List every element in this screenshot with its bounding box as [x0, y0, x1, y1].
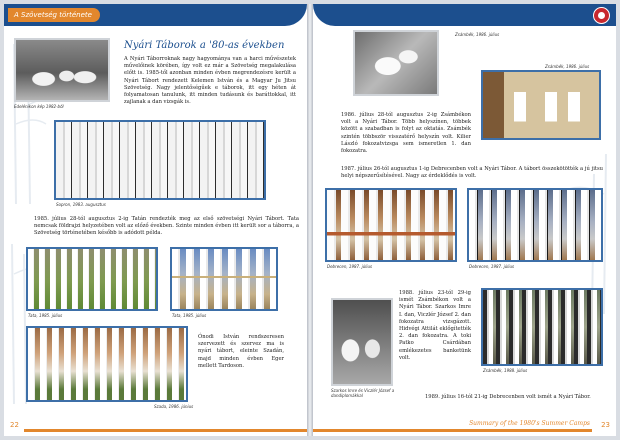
footer — [313, 420, 616, 436]
photo-image — [28, 249, 156, 309]
photo-image — [483, 72, 599, 138]
intro-paragraph: A Nyári Táborroknak nagy hagyománya van a harci művészetek művelőinek körében, így volt ez már a Szövetség megalakulása előtt is. 1985-től azonban minden évben megrendezésre került a Nyári Tábort rendezett Kelemen István és a Magyar Ju Jitsu Szövetség. Nagy jelentőségűek e táborok, itt egy héten át folyamatosan tanulunk, itt minden tudásunk és baráttokkal, itt zajlanak a dan vizsgák is. — [124, 56, 296, 106]
photo-zsambek-2 — [481, 70, 601, 140]
header-bar — [4, 4, 307, 26]
page-title: Nyári Táborok a '80-as években — [124, 40, 285, 51]
paragraph-1989: 1989. július 16-tól 21-ig Debrecenben volt ismét a Nyári Tábor. — [425, 394, 591, 400]
caption-tata-1: Tata, 1985. július — [28, 313, 63, 318]
caption-zsambek-2: Zsámbék, 1986. július — [545, 64, 590, 69]
photo-image — [483, 290, 601, 364]
caption-debrecen-2: Debrecen, 1987. július — [469, 264, 515, 269]
paragraph-1986: 1986. július 28-tól augusztus 2-ig Zsámbékon volt a Nyári Tábor. Több helyszínen, többek között a szabadban is folyt az oktatás. Zsámbék szintén többször visszatérő helyszín volt. Kilier László fokozatvizsga sem ismeretlen 1. dan fokozatra. — [341, 112, 471, 155]
paragraph-1988: 1988. július 23-tól 29-ig ismét Zsámbékon volt a Nyári Tábor. Szarkos Imre I. dan, Viczlér József 2. dan fokozatra vizsgázott. Hidvégi Attilát eklőgítették 2. dan fokozatra. A toki Patko Csárdában emlékezetes banketünk volt. — [399, 290, 471, 361]
photo-debrecen-1 — [325, 188, 457, 262]
page-number: 23 — [601, 421, 610, 429]
paragraph-1987: 1987. július 26-tól augusztus 1-ig Debrecenben volt a Nyári Tábor. A tábort összekötötték a jú jitsu helyi népszerűsítésével. Nagy az érdeklődés is volt. — [341, 166, 603, 180]
photo-zsambek-1 — [353, 30, 439, 96]
footer — [4, 420, 307, 436]
caption-debrecen-1: Debrecen, 1987. július — [327, 264, 373, 269]
photo-szada — [26, 326, 188, 402]
photo-image — [327, 190, 455, 260]
left-page — [4, 4, 307, 436]
paragraph-ondi: Ónodi István rendszeresen szervezett és szervez ma is nyári tábort, eleinte Szadán, majd minden évben Eger mellett Tardoson. — [198, 334, 284, 369]
photo-tata-2 — [170, 247, 278, 311]
photo-certificates — [331, 298, 393, 386]
photo-image — [333, 300, 391, 384]
photo-image — [172, 249, 276, 309]
federation-logo-icon — [593, 7, 610, 24]
caption-top-photo: Edelénikon kép 1982-ből — [14, 104, 64, 109]
caption-zsambek-1: Zsámbék, 1986. július — [455, 32, 500, 37]
photo-debrecen-2 — [467, 188, 603, 262]
photo-group-sopron — [54, 120, 266, 200]
page-number: 22 — [10, 421, 19, 429]
caption-certificates: Szarkos Imre és Viczlér József a dandiplomákkal — [331, 388, 395, 398]
photo-image — [355, 32, 437, 94]
photo-tata-1 — [26, 247, 158, 311]
header-bar — [313, 4, 616, 26]
right-page — [313, 4, 616, 436]
caption-group-photo: Sopron, 1983. augusztus — [56, 202, 106, 207]
photo-zsambek-3 — [481, 288, 603, 366]
section-tag: A Szövetség története — [8, 8, 100, 22]
footer-title: Summary of the 1980's Summer Camps — [469, 420, 590, 427]
footer-rule — [313, 429, 592, 432]
photo-image — [28, 328, 186, 400]
photo-edelenikon — [14, 38, 110, 102]
photo-image — [469, 190, 601, 260]
paragraph-1985: 1985. július 28-tól augusztus 2-ig Tatán rendezték meg az első szövetségi Nyári Tábort. Tata nemcsak földrajzi helyzetében volt az előző években. Szinte minden évben itt került sor a táborra, a Szövetség történetében később is adódott példa. — [34, 216, 299, 237]
photo-image — [56, 122, 264, 198]
caption-szada: Szada, 1986. június — [154, 404, 194, 409]
caption-zsambek-3: Zsámbék, 1988. július — [483, 368, 528, 373]
footer-rule — [24, 429, 307, 432]
caption-tata-2: Tata, 1985. július — [172, 313, 207, 318]
photo-image — [16, 40, 108, 100]
